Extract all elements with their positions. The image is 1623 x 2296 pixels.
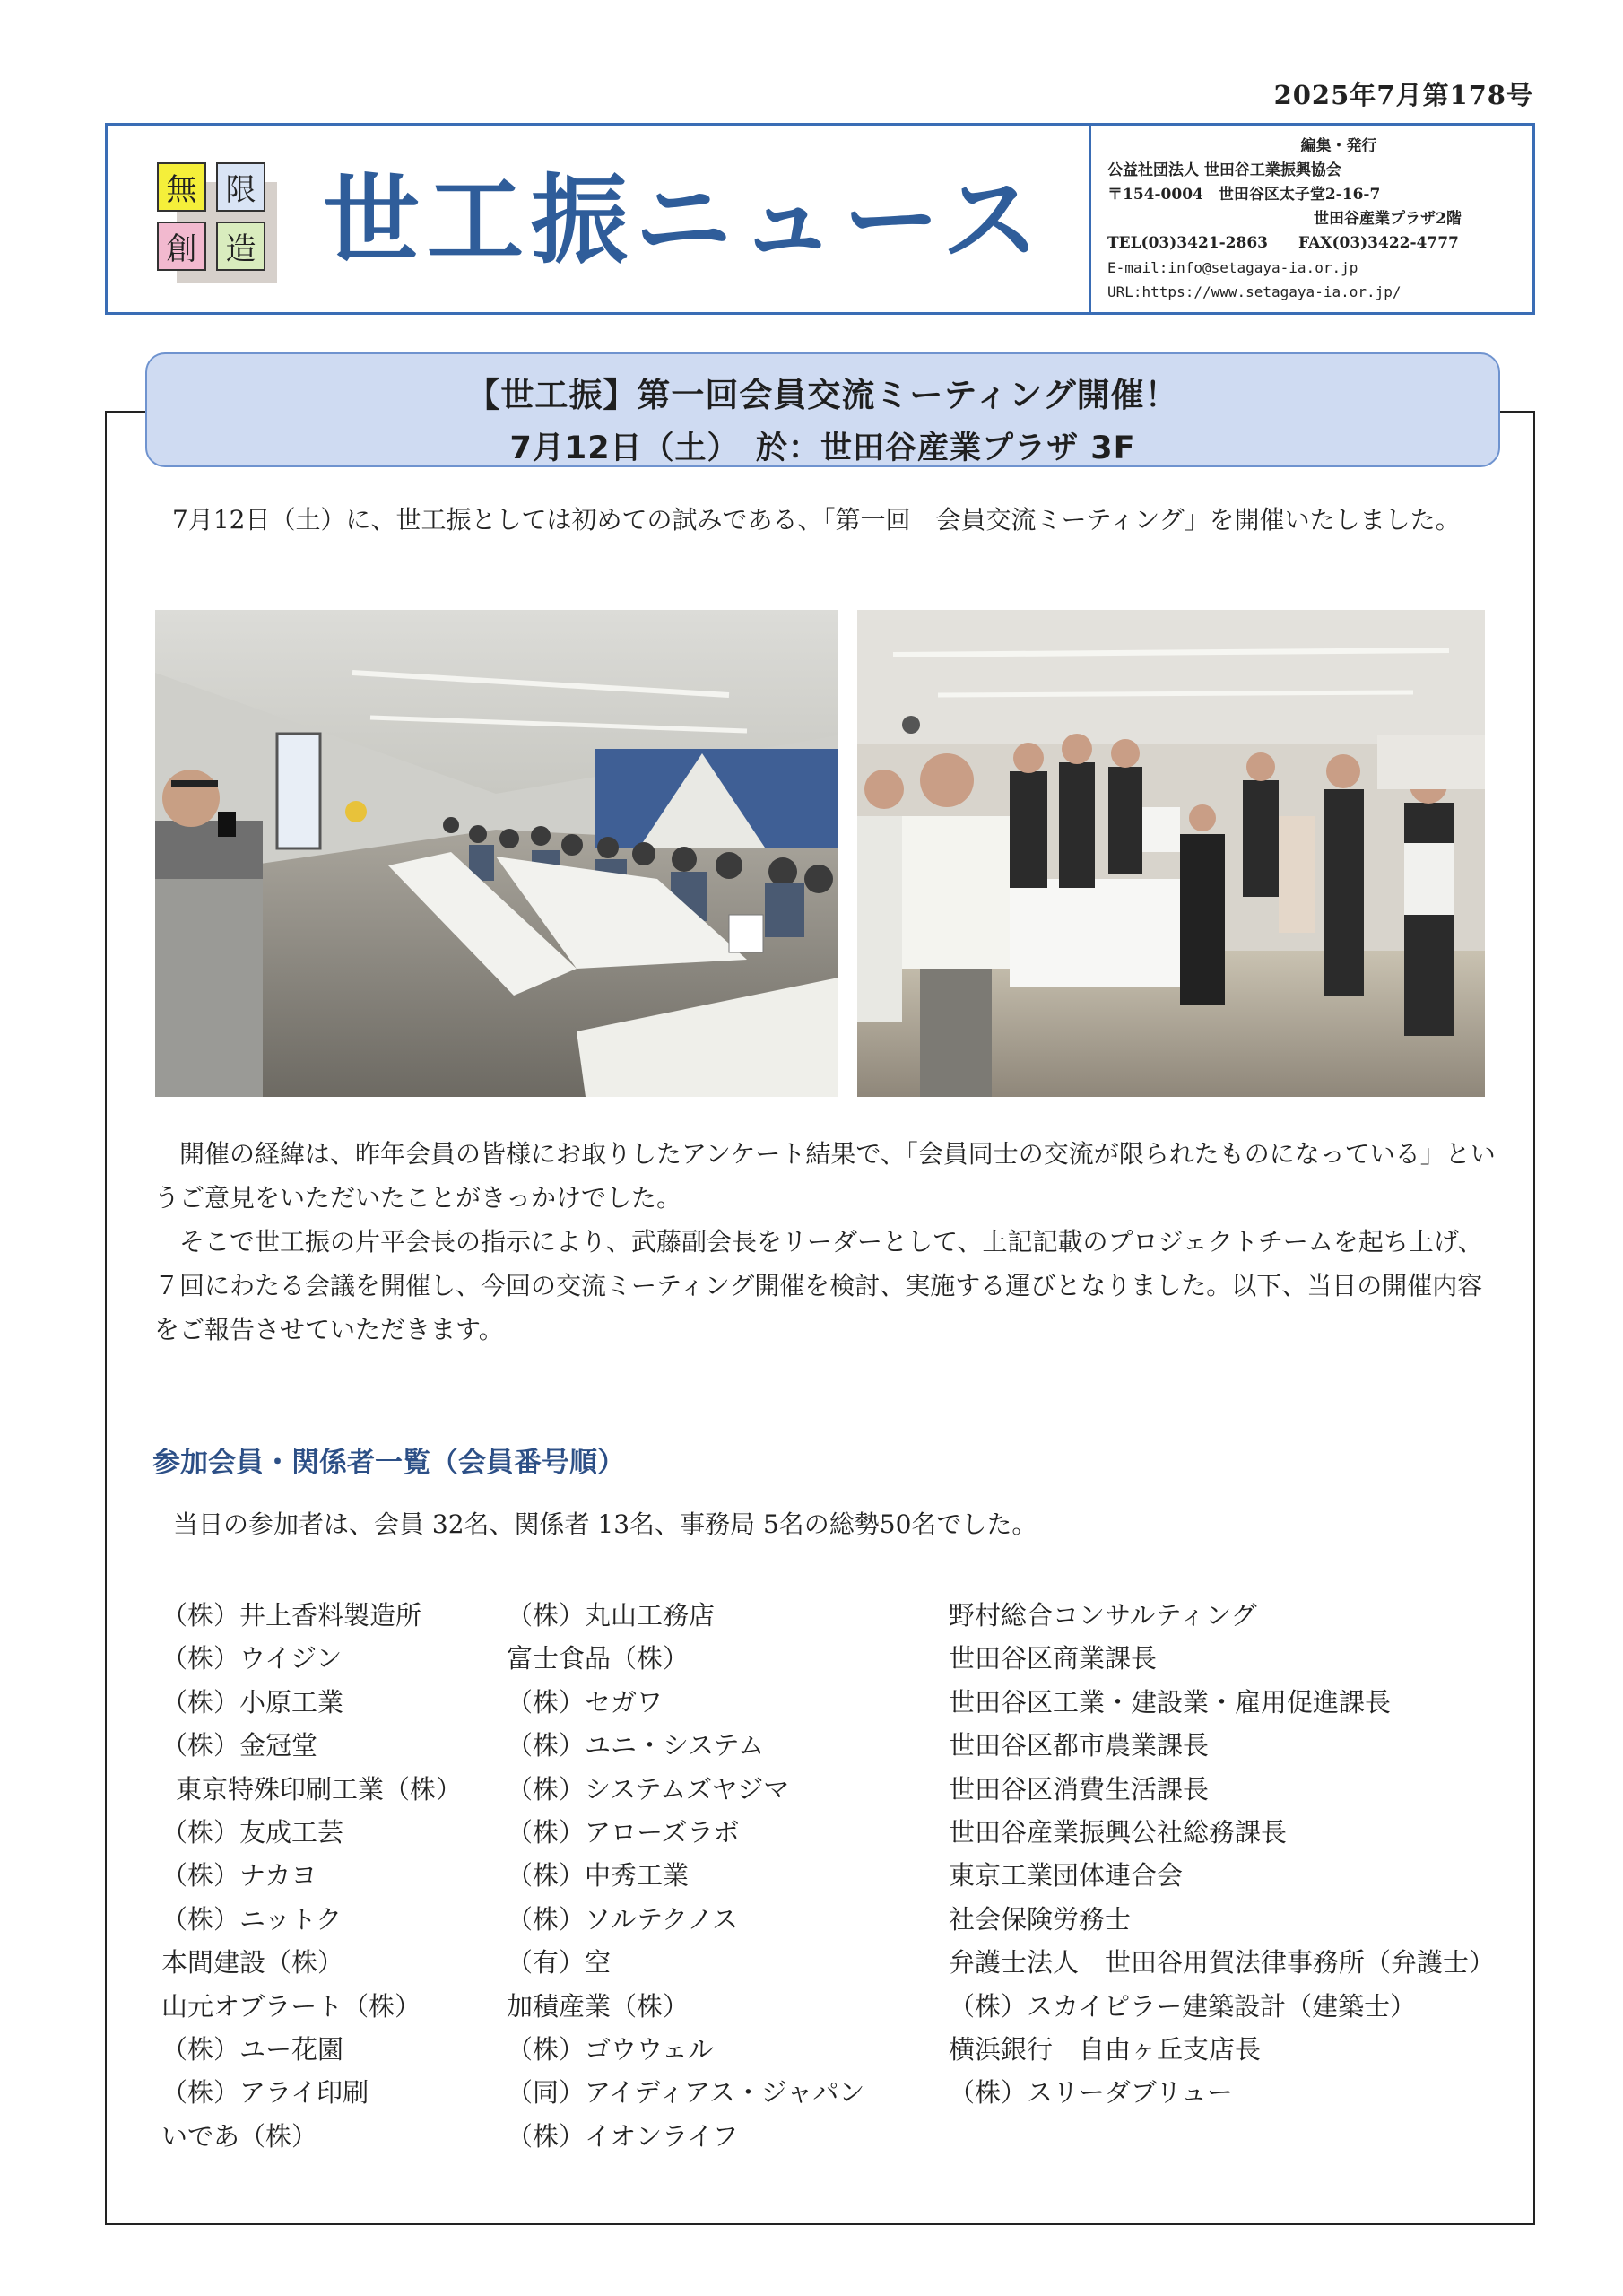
issue-label: 2025年7月第178号 — [1273, 80, 1533, 110]
member-name: （株）システムズヤジマ — [507, 1773, 790, 1805]
publisher-email: E-mail:info@setagaya-ia.or.jp — [1107, 259, 1358, 276]
related-party-name: 世田谷区商業課長 — [949, 1643, 1158, 1674]
logo-cell: 無 — [157, 162, 206, 212]
logo-cell: 造 — [216, 222, 265, 271]
member-name: （株）アライ印刷 — [161, 2077, 369, 2109]
member-name: （株）金冠堂 — [161, 1730, 318, 1761]
related-party-name: 世田谷区工業・建設業・雇用促進課長 — [949, 1686, 1392, 1718]
headline-date-venue: 7月12日（土） 於：世田谷産業プラザ 3F — [509, 430, 1136, 466]
member-name: （株）ゴウウェル — [507, 2034, 714, 2066]
publisher-org: 公益社団法人 世田谷工業振興協会 — [1107, 161, 1341, 179]
member-name: （有）空 — [507, 1947, 612, 1979]
member-name: 本間建設（株） — [161, 1947, 344, 1979]
publisher-address: 〒154-0004 世田谷区太子堂2-16-7 — [1107, 186, 1381, 204]
member-name: （株）友成工芸 — [161, 1817, 344, 1848]
publisher-info — [1089, 126, 1532, 312]
member-name: （株）セガワ — [507, 1686, 664, 1718]
member-name: （株）ニットク — [161, 1903, 343, 1935]
member-name: いであ（株） — [161, 2120, 318, 2152]
member-name: （株）ナカヨ — [161, 1860, 317, 1892]
member-name: （株）イオンライフ — [507, 2120, 739, 2152]
member-name: （株）井上香料製造所 — [161, 1600, 422, 1631]
related-party-name: 世田谷産業振興公社総務課長 — [949, 1817, 1288, 1848]
member-list-column-1 — [161, 1594, 462, 2158]
publisher-url: URL:https://www.setagaya-ia.or.jp/ — [1107, 283, 1402, 300]
member-name: 東京特殊印刷工業（株） — [176, 1773, 463, 1805]
background-paragraph: 開催の経緯は、昨年会員の皆様にお取りしたアンケート結果で、「会員同士の交流が限られたものになっている」というご意見をいただいたことがきっかけでした。 — [154, 1139, 1496, 1213]
participants-heading: 参加会員・関係者一覧（会員番号順） — [152, 1447, 625, 1479]
member-name: （株）アローズラボ — [507, 1817, 740, 1848]
publisher-heading: 編集・発行 — [1300, 137, 1377, 155]
publisher-tel-fax: TEL(03)3421-2863 FAX(03)3422-4777 — [1107, 234, 1459, 252]
related-party-name: 野村総合コンサルティング — [949, 1600, 1257, 1631]
masthead — [105, 123, 1535, 315]
related-party-name: （株）スカイピラー建築設計（建築士） — [949, 1990, 1417, 2022]
member-name: （同）アイディアス・ジャパン — [507, 2077, 865, 2109]
related-party-name: （株）スリーダブリュー — [949, 2077, 1233, 2109]
related-party-list-column — [949, 1594, 1495, 2115]
member-name: （株）ウイジン — [161, 1643, 343, 1674]
related-party-name: 東京工業団体連合会 — [949, 1860, 1184, 1892]
member-name: 山元オブラート（株） — [161, 1990, 421, 2022]
newsletter-title: 世工振ニュース — [323, 164, 1046, 277]
member-name: （株）ユニ・システム — [507, 1730, 765, 1761]
member-name: （株）ユー花園 — [161, 2034, 344, 2066]
meeting-photo — [155, 610, 838, 1097]
logo-cell: 創 — [157, 222, 206, 271]
member-name: （株）小原工業 — [161, 1686, 344, 1718]
member-name: 加積産業（株） — [507, 1990, 690, 2022]
logo — [157, 162, 275, 281]
intro-paragraph: 7月12日（土）に、世工振としては初めての試みである、「第一回 会員交流ミーティング」を開催いたしました。 — [172, 505, 1461, 535]
member-list-column-2 — [507, 1594, 864, 2158]
headline-banner — [145, 352, 1500, 467]
related-party-name: 世田谷区都市農業課長 — [949, 1730, 1210, 1761]
member-name: （株）中秀工業 — [507, 1860, 690, 1892]
member-name: 富士食品（株） — [507, 1643, 690, 1674]
logo-cell: 限 — [216, 162, 265, 212]
networking-photo — [857, 610, 1485, 1097]
project-paragraph: そこで世工振の片平会長の指示により、武藤副会長をリーダーとして、上記記載のプロジェクトチームを起ち上げ、７回にわたる会議を開催し、今回の交流ミーティング開催を検討、実施する運びとなりました。以下、当日の開催内容をご報告させていただきます。 — [154, 1227, 1483, 1344]
related-party-name: 横浜銀行 自由ヶ丘支店長 — [949, 2034, 1262, 2066]
headline-title: 【世工振】第一回会員交流ミーティング開催！ — [466, 376, 1179, 414]
member-name: （株）丸山工務店 — [507, 1600, 716, 1631]
participants-summary: 当日の参加者は、会員 32名、関係者 13名、事務局 5名の総勢50名でした。 — [173, 1509, 1037, 1539]
related-party-name: 弁護士法人 世田谷用賀法律事務所（弁護士） — [949, 1947, 1496, 1979]
related-party-name: 世田谷区消費生活課長 — [949, 1773, 1210, 1805]
publisher-address-building: 世田谷産業プラザ2階 — [1314, 210, 1462, 228]
member-name: （株）ソルテクノス — [507, 1903, 739, 1935]
related-party-name: 社会保険労務士 — [949, 1903, 1132, 1935]
